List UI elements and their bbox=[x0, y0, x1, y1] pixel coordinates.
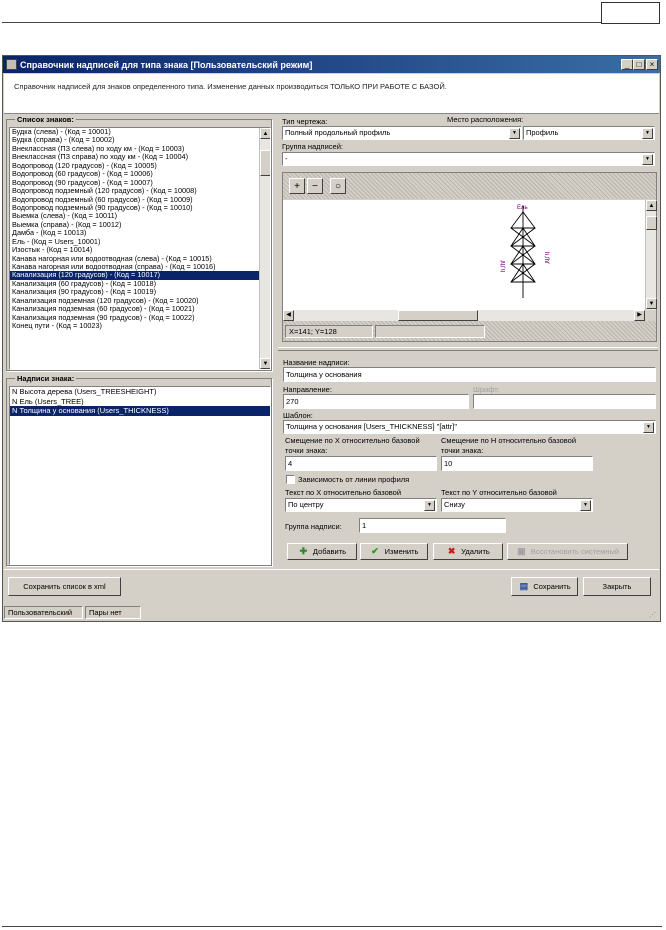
sign-list-item[interactable]: Будка (слева) - (Код = 10001) bbox=[12, 127, 111, 136]
edit-button[interactable] bbox=[360, 543, 428, 560]
delete-button[interactable] bbox=[433, 543, 503, 560]
footer-rule bbox=[2, 926, 662, 927]
chevron-down-icon: ▼ bbox=[643, 422, 654, 433]
status-mode: Пользовательский bbox=[4, 606, 83, 619]
tree-sign-drawing bbox=[283, 200, 645, 310]
restore-system-button[interactable] bbox=[507, 543, 628, 560]
placement-label: Место расположения: bbox=[447, 115, 524, 124]
scroll-up-button[interactable]: ▲ bbox=[646, 200, 657, 211]
sign-list-item[interactable]: Выемка (слева) - (Код = 10011) bbox=[12, 211, 118, 221]
check-icon: ✔ bbox=[371, 546, 379, 556]
label-list-item[interactable]: N Ель (Users_TREE) bbox=[12, 396, 84, 406]
labels-group-label: Группа надписей: bbox=[282, 142, 343, 151]
signs-group bbox=[6, 115, 272, 371]
scroll-left-button[interactable]: ◀ bbox=[283, 310, 294, 321]
sign-list-item[interactable]: Водопровод подземный (90 градусов) - (Код = 10010) bbox=[12, 202, 193, 212]
preview-panel bbox=[282, 172, 657, 342]
labels-list[interactable] bbox=[9, 386, 271, 565]
resize-grip-icon[interactable]: ⋰ bbox=[649, 612, 656, 619]
scroll-right-button[interactable]: ▶ bbox=[634, 310, 645, 321]
name-field[interactable]: Толщина у основания bbox=[283, 367, 656, 382]
text-y-select[interactable] bbox=[441, 498, 593, 512]
close-window-button[interactable]: × bbox=[646, 59, 658, 70]
sign-list-item[interactable]: Изостык - (Код = 10014) bbox=[12, 245, 93, 255]
info-text: Справочник надписей для знаков определенного типа. Изменение данных производиться ТОЛЬКО ПРИ РАБОТЕ С БАЗОЙ. bbox=[14, 82, 447, 91]
bottom-divider bbox=[4, 569, 659, 570]
sign-list-item[interactable]: Внеклассная (ПЗ справа) по ходу км - (Код = 10004) bbox=[12, 152, 189, 162]
maximize-button[interactable]: □ bbox=[633, 59, 645, 70]
signs-group-title: Список знаков: bbox=[17, 115, 74, 124]
labels-group-title: Надписи знака: bbox=[17, 374, 75, 383]
scroll-down-button[interactable]: ▼ bbox=[260, 358, 271, 369]
chevron-down-icon: ▼ bbox=[509, 128, 520, 139]
sign-list-item[interactable]: Конец пути - (Код = 10023) bbox=[12, 321, 102, 331]
text-x-select[interactable] bbox=[285, 498, 437, 512]
save-button-label: Сохранить bbox=[533, 582, 571, 591]
text-y-label: Текст по Y относительно базовой bbox=[441, 488, 557, 497]
direction-label: Направление: bbox=[283, 385, 332, 394]
text-x-label: Текст по X относительно базовой bbox=[285, 488, 402, 497]
drawing-type-select[interactable] bbox=[282, 126, 522, 140]
sign-list-item[interactable]: Водопровод подземный (60 градусов) - (Код = 10009) bbox=[12, 194, 193, 204]
offset-h-field[interactable]: 10 bbox=[441, 456, 593, 471]
preview-canvas[interactable] bbox=[283, 200, 645, 310]
save-xml-button[interactable]: Сохранить список в xml bbox=[8, 577, 121, 596]
sign-list-item[interactable]: Внеклассная (ПЗ слева) по ходу км - (Код = 10003) bbox=[12, 143, 185, 153]
template-label: Шаблон: bbox=[283, 411, 313, 420]
delete-button-label: Удалить bbox=[461, 547, 490, 556]
preview-status-cell bbox=[375, 325, 485, 338]
template-value: Толщина у основания [Users_THICKNESS] "[attr]" bbox=[286, 422, 458, 431]
signs-list[interactable] bbox=[9, 127, 271, 370]
header-rule bbox=[2, 22, 601, 23]
sign-list-item[interactable]: Водопровод (120 градусов) - (Код = 10005) bbox=[12, 160, 157, 170]
sign-list-item[interactable]: Выемка (справа) - (Код = 10012) bbox=[12, 219, 122, 229]
add-icon: ✚ bbox=[299, 546, 308, 556]
text-y-value: Снизу bbox=[444, 500, 465, 509]
scroll-down-button[interactable]: ▼ bbox=[646, 298, 657, 309]
placement-value: Профиль bbox=[526, 128, 559, 137]
label-list-item[interactable]: N Высота дерева (Users_TREESHEIGHT) bbox=[12, 387, 157, 396]
zoom-fit-icon[interactable]: ○ bbox=[330, 178, 346, 194]
restore-icon: ▣ bbox=[517, 546, 526, 556]
offset-x-field[interactable]: 4 bbox=[285, 456, 437, 471]
title-bar bbox=[3, 56, 660, 73]
sign-right-label: h,fhf bbox=[543, 252, 549, 264]
group-label: Группа надписи: bbox=[285, 522, 342, 531]
chevron-down-icon: ▼ bbox=[642, 154, 653, 165]
chevron-down-icon: ▼ bbox=[424, 500, 435, 511]
drawing-type-value: Полный продольный профиль bbox=[285, 128, 391, 137]
preview-hscroll[interactable] bbox=[283, 310, 645, 321]
zoom-in-icon[interactable]: + bbox=[289, 178, 305, 194]
sign-list-item[interactable]: Будка (справа) - (Код = 10002) bbox=[12, 135, 115, 145]
direction-field[interactable]: 270 bbox=[283, 394, 469, 409]
labels-group-value: - bbox=[285, 154, 288, 163]
sign-list-item[interactable]: Дамба - (Код = 10013) bbox=[12, 228, 87, 238]
sign-list-item[interactable]: Канава нагорная или водоотводная (справа) - (Код = 10016) bbox=[12, 262, 216, 271]
offset-x-label: Смещение по X относительно базовой точки знака: bbox=[285, 436, 420, 455]
chevron-down-icon: ▼ bbox=[642, 128, 653, 139]
sign-list-item[interactable]: Канализация подземная (60 градусов) - (Код = 10021) bbox=[12, 304, 195, 314]
profile-dependency-checkbox[interactable] bbox=[286, 475, 295, 484]
splitter[interactable] bbox=[278, 347, 658, 351]
sign-list-item[interactable]: Ель - (Код = Users_10001) bbox=[12, 236, 101, 246]
preview-toolbar bbox=[283, 173, 656, 199]
window-title: Справочник надписей для типа знака [Пользовательский режим] bbox=[20, 59, 313, 70]
template-select[interactable] bbox=[283, 420, 656, 434]
preview-vscroll[interactable] bbox=[645, 200, 656, 310]
sign-list-item[interactable]: Канализация подземная (120 градусов) - (Код = 10020) bbox=[12, 295, 199, 305]
scroll-thumb[interactable] bbox=[646, 216, 657, 230]
labels-group bbox=[6, 374, 272, 566]
save-button[interactable] bbox=[511, 577, 578, 596]
labels-group-select[interactable] bbox=[282, 152, 655, 166]
status-bar bbox=[4, 604, 659, 620]
sign-list-item[interactable]: Канализация подземная (90 градусов) - (Код = 10022) bbox=[12, 312, 195, 322]
name-label: Название надписи: bbox=[283, 358, 350, 367]
preview-status bbox=[283, 321, 656, 341]
coords-readout: X=141; Y=128 bbox=[285, 325, 373, 338]
sign-list-item[interactable]: Канализация (90 градусов) - (Код = 10019) bbox=[12, 287, 156, 297]
sign-list-item[interactable]: Водопровод (90 градусов) - (Код = 10007) bbox=[12, 177, 153, 187]
edit-button-label: Изменить bbox=[384, 547, 419, 556]
scroll-thumb[interactable] bbox=[398, 310, 478, 321]
label-list-item[interactable]: N Толщина у основания (Users_THICKNESS) bbox=[10, 406, 270, 416]
signs-scrollbar[interactable] bbox=[259, 128, 270, 369]
scroll-thumb[interactable] bbox=[260, 150, 271, 176]
sign-list-item[interactable]: Канализация (60 градусов) - (Код = 10018) bbox=[12, 278, 156, 288]
profile-dependency-label: Зависимость от линии профиля bbox=[298, 475, 410, 484]
sign-left-label: h,fhf bbox=[501, 260, 507, 272]
sign-list-item[interactable]: Водопровод (60 градусов) - (Код = 10006) bbox=[12, 169, 153, 179]
dialog-window bbox=[2, 55, 661, 622]
restore-button-label: Восстановить системный bbox=[530, 547, 620, 556]
status-pairs: Пары нет bbox=[85, 606, 141, 619]
font-field[interactable] bbox=[473, 394, 656, 409]
sign-list-item[interactable]: Канализация (120 градусов) - (Код = 10017) bbox=[10, 271, 261, 279]
text-x-value: По центру bbox=[288, 500, 324, 509]
font-label: Шрифт: bbox=[473, 385, 500, 394]
save-icon: ▤ bbox=[519, 581, 529, 591]
app-icon bbox=[6, 59, 17, 70]
close-button[interactable]: Закрыть bbox=[583, 577, 651, 596]
sign-list-item[interactable]: Водопровод подземный (120 градусов) - (Код = 10008) bbox=[12, 186, 197, 196]
scroll-up-button[interactable]: ▲ bbox=[260, 128, 271, 139]
offset-h-label: Смещение по H относительно базовой точки знака: bbox=[441, 436, 577, 455]
placement-select[interactable] bbox=[523, 126, 655, 140]
zoom-out-icon[interactable]: − bbox=[307, 178, 323, 194]
add-button[interactable] bbox=[287, 543, 357, 560]
info-panel bbox=[4, 74, 659, 114]
sign-top-label: Ель bbox=[517, 205, 528, 211]
page-number-box bbox=[601, 2, 660, 24]
group-field[interactable]: 1 bbox=[359, 518, 506, 533]
chevron-down-icon: ▼ bbox=[580, 500, 591, 511]
sign-list-item[interactable]: Канава нагорная или водоотводная (слева) - (Код = 10015) bbox=[12, 253, 212, 263]
minimize-button[interactable]: _ bbox=[621, 59, 633, 70]
add-button-label: Добавить bbox=[312, 547, 347, 556]
delete-icon: ✖ bbox=[447, 546, 456, 556]
drawing-type-label: Тип чертежа: bbox=[282, 117, 328, 126]
